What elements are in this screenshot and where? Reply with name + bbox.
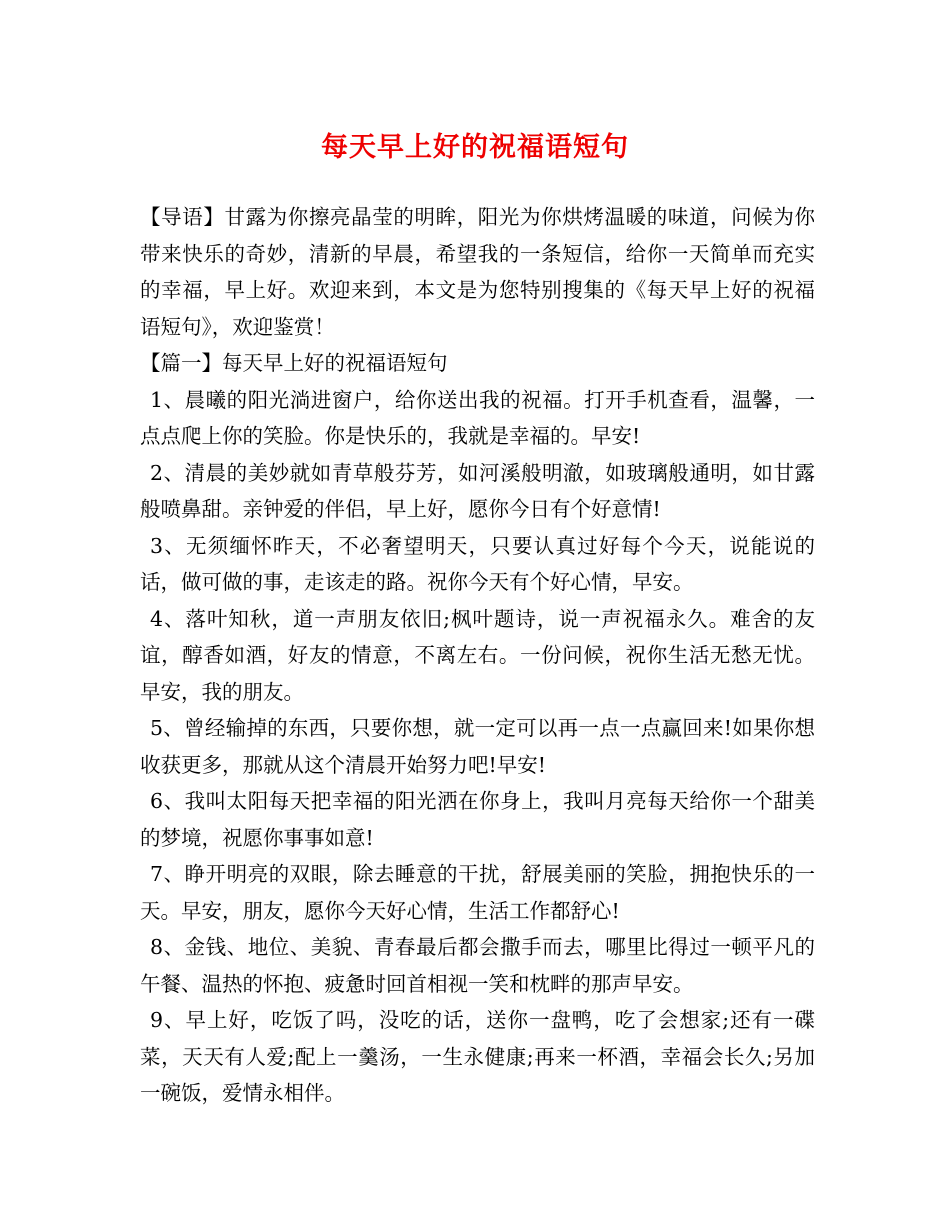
greeting-item: 4、落叶知秋，道一声朋友依旧;枫叶题诗，说一声祝福永久。难舍的友谊，醇香如酒，好友的情意，不离左右。一份问候，祝你生活无愁无忧。早安，我的朋友。 xyxy=(140,606,815,704)
greeting-item: 8、金钱、地位、美貌、青春最后都会撒手而去，哪里比得过一顿平凡的午餐、温热的怀抱、疲惫时回首相视一笑和枕畔的那声早安。 xyxy=(140,935,815,996)
greeting-item: 7、睁开明亮的双眼，除去睡意的干扰，舒展美丽的笑脸，拥抱快乐的一天。早安，朋友，愿你今天好心情，生活工作都舒心! xyxy=(140,862,815,923)
greeting-item: 1、晨曦的阳光淌进窗户，给你送出我的祝福。打开手机查看，温馨，一点点爬上你的笑脸。你是快乐的，我就是幸福的。早安! xyxy=(140,387,815,448)
section-heading: 【篇一】每天早上好的祝福语短句 xyxy=(140,351,448,375)
greeting-item: 3、无须缅怀昨天，不必奢望明天，只要认真过好每个今天，说能说的话，做可做的事，走该走的路。祝你今天有个好心情，早安。 xyxy=(140,533,815,594)
greeting-item: 9、早上好，吃饭了吗，没吃的话，送你一盘鸭，吃了会想家;还有一碟菜，天天有人爱;配上一羹汤，一生永健康;再来一杯酒，幸福会长久;另加一碗饭，爱情永相伴。 xyxy=(140,1008,815,1105)
document-title: 每天早上好的祝福语短句 xyxy=(321,132,629,163)
intro-paragraph: 【导语】甘露为你擦亮晶莹的明眸，阳光为你烘烤温暖的味道，问候为你带来快乐的奇妙，清新的早晨，希望我的一条短信，给你一天简单而充实的幸福，早上好。欢迎来到，本文是为您特别搜集的《每天早上好的祝福语短句》，欢迎鉴赏！ xyxy=(140,205,815,339)
greeting-item: 6、我叫太阳每天把幸福的阳光洒在你身上，我叫月亮每天给你一个甜美的梦境，祝愿你事事如意! xyxy=(140,789,815,850)
document-body xyxy=(140,199,815,1112)
greeting-item: 2、清晨的美妙就如青草般芬芳，如河溪般明澈，如玻璃般通明，如甘露般喷鼻甜。亲钟爱的伴侣，早上好，愿你今日有个好意情! xyxy=(140,460,815,521)
greeting-item: 5、曾经输掉的东西，只要你想，就一定可以再一点一点赢回来!如果你想收获更多，那就从这个清晨开始努力吧!早安! xyxy=(140,716,815,777)
